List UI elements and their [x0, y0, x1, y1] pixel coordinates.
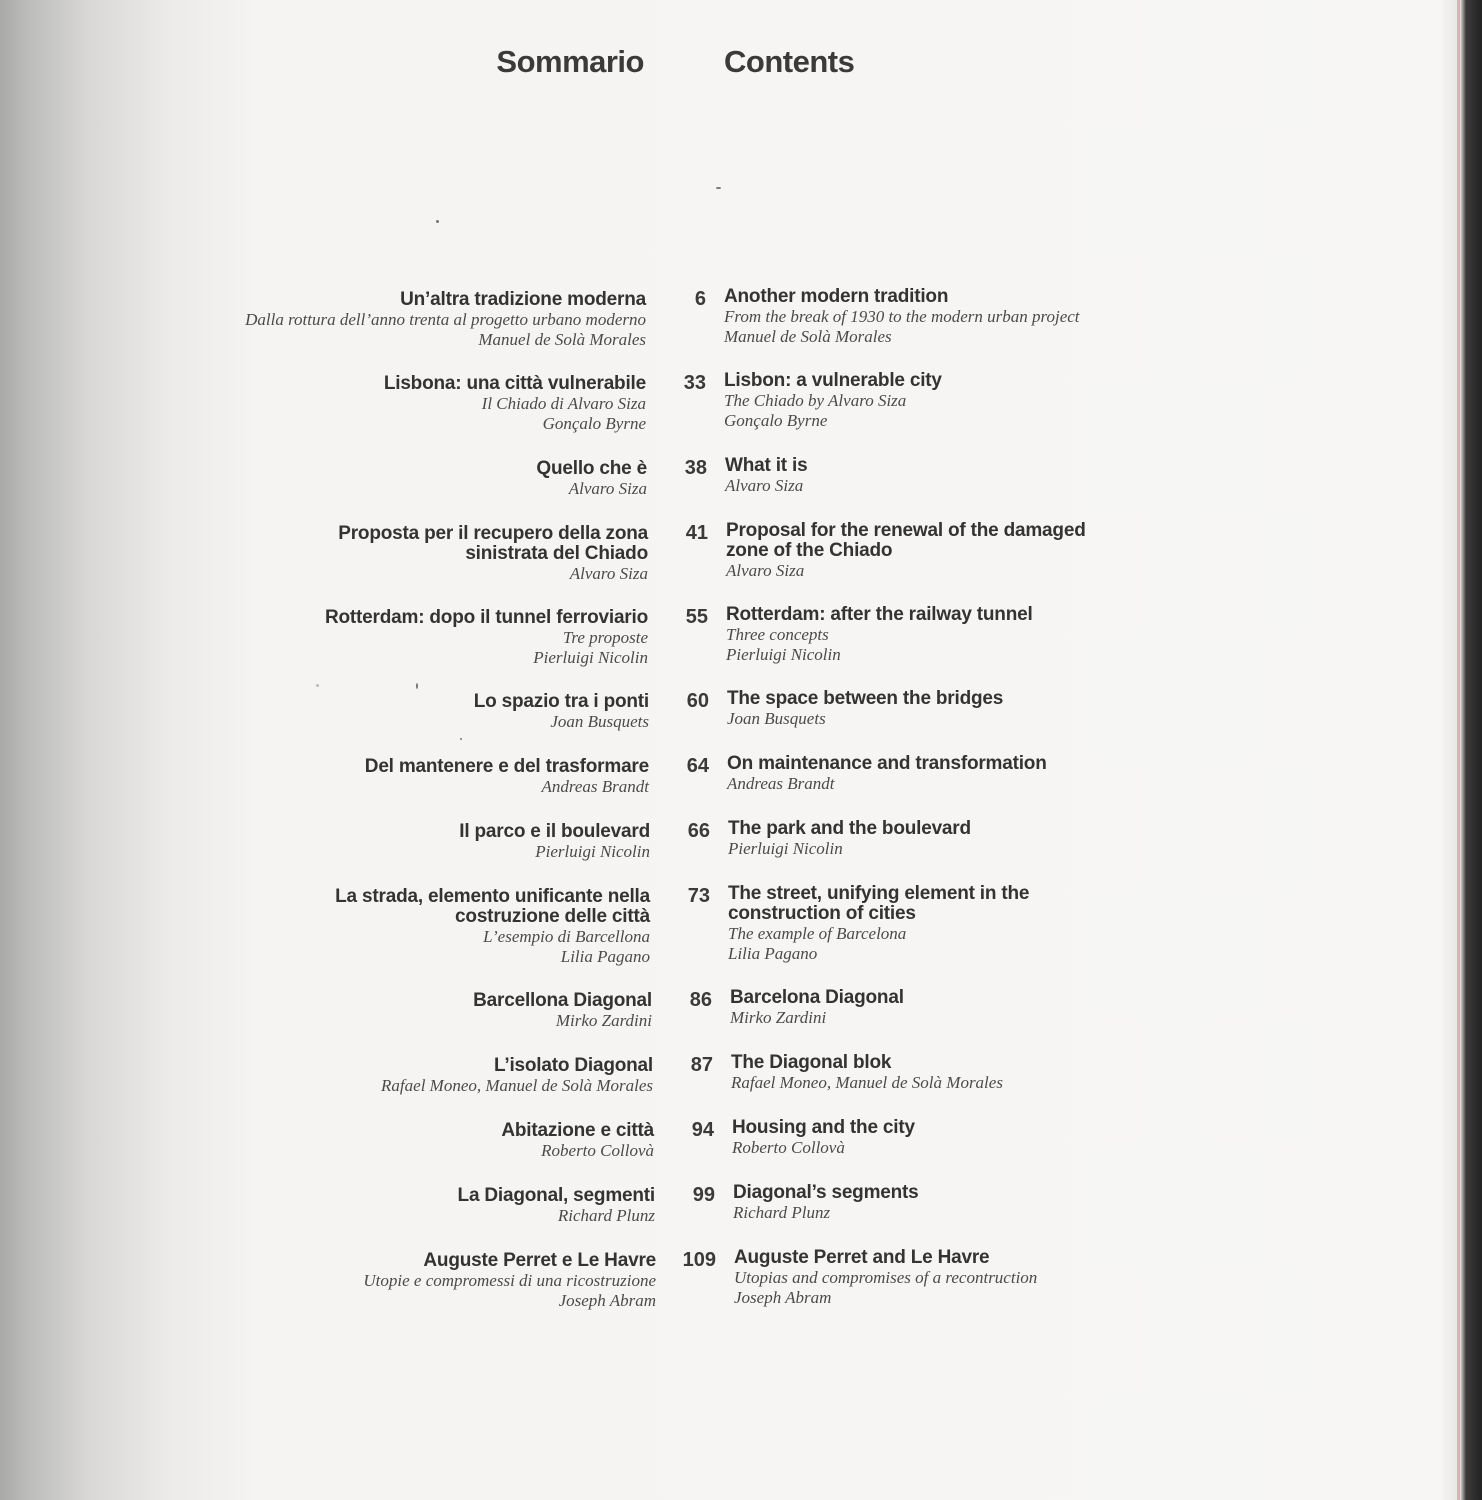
print-speck: [416, 683, 418, 689]
italian-subline: Lilia Pagano: [560, 947, 650, 966]
italian-entry: [93, 1056, 653, 1096]
italian-subline: Manuel de Solà Morales: [478, 330, 646, 349]
print-speck: [460, 738, 462, 740]
english-title: Another modern tradition: [724, 286, 949, 307]
italian-subline: Alvaro Siza: [569, 564, 648, 583]
english-entry: [727, 754, 1147, 794]
english-entry: [724, 287, 1144, 347]
italian-subline: Il Chiado di Alvaro Siza: [481, 394, 646, 413]
page-edge-tint: [1457, 0, 1460, 1500]
italian-subline: L’esempio di Barcellona: [483, 927, 650, 946]
english-entry: [725, 456, 1145, 496]
italian-subline: Gonçalo Byrne: [542, 414, 646, 433]
english-subline: Utopias and compromises of a recontruction: [734, 1268, 1038, 1287]
italian-subline: Tre proposte: [562, 628, 648, 647]
english-title: On maintenance and transformation: [727, 753, 1047, 774]
page-number: 38: [684, 457, 707, 479]
italian-title: Un’altra tradizione moderna: [400, 289, 646, 310]
italian-entry: [88, 524, 648, 584]
italian-title: Lisbona: una città vulnerabile: [383, 373, 646, 394]
italian-subline: Dalla rottura dell’anno trenta al progetto urbano moderno: [245, 310, 646, 329]
italian-title: sinistrata del Chiado: [465, 543, 648, 564]
english-title: The park and the boulevard: [728, 818, 971, 839]
english-title: Auguste Perret and Le Havre: [734, 1247, 990, 1268]
page-number: 66: [687, 820, 710, 842]
italian-entry: [92, 991, 652, 1031]
italian-title: costruzione delle città: [455, 906, 650, 927]
italian-entry: [89, 692, 649, 732]
english-subline: Joseph Abram: [734, 1288, 832, 1307]
english-entry: [726, 605, 1146, 665]
italian-heading: Sommario: [496, 44, 644, 79]
italian-subline: Roberto Collovà: [541, 1141, 654, 1160]
italian-title: Quello che è: [536, 458, 647, 479]
italian-title: Auguste Perret e Le Havre: [423, 1250, 656, 1271]
english-title: Proposal for the renewal of the damaged: [726, 520, 1086, 541]
italian-title: Rotterdam: dopo il tunnel ferroviario: [324, 607, 648, 628]
english-title: The space between the bridges: [727, 688, 1004, 709]
english-title: Rotterdam: after the railway tunnel: [726, 604, 1033, 625]
italian-entry: [88, 608, 648, 668]
page-number: 86: [689, 989, 712, 1011]
english-entry: [727, 689, 1147, 729]
italian-entry: [87, 459, 647, 499]
italian-subline: Andreas Brandt: [541, 777, 649, 796]
english-subline: From the break of 1930 to the modern urban project: [724, 307, 1080, 326]
italian-title: L’isolato Diagonal: [494, 1055, 653, 1076]
italian-entry: [96, 1251, 656, 1311]
page-number: 60: [686, 690, 709, 712]
italian-title: Del mantenere e del trasformare: [364, 756, 649, 777]
italian-entry: [90, 822, 650, 862]
italian-entry: [86, 290, 646, 350]
english-subline: Lilia Pagano: [728, 944, 818, 963]
page-number: 33: [683, 372, 706, 394]
english-title: Barcelona Diagonal: [730, 987, 904, 1008]
italian-entry: [89, 757, 649, 797]
print-speck: [316, 684, 319, 687]
italian-title: La Diagonal, segmenti: [457, 1185, 655, 1206]
english-subline: Three concepts: [726, 625, 829, 644]
italian-entry: [90, 887, 650, 967]
page-number: 99: [692, 1184, 715, 1206]
english-title: zone of the Chiado: [726, 540, 893, 561]
english-entry: [732, 1118, 1152, 1158]
italian-subline: Mirko Zardini: [555, 1011, 652, 1030]
italian-entry: [94, 1121, 654, 1161]
italian-subline: Rafael Moneo, Manuel de Solà Morales: [381, 1076, 653, 1095]
english-subline: Rafael Moneo, Manuel de Solà Morales: [731, 1073, 1003, 1092]
english-title: Lisbon: a vulnerable city: [724, 370, 942, 391]
english-subline: The example of Barcelona: [728, 924, 907, 943]
italian-title: Abitazione e città: [501, 1120, 654, 1141]
italian-title: Il parco e il boulevard: [459, 821, 650, 842]
page-edge-shadow: [1442, 0, 1482, 1500]
page-number: 109: [682, 1249, 716, 1271]
english-title: The street, unifying element in the: [728, 883, 1030, 904]
italian-subline: Joan Busquets: [550, 712, 649, 731]
english-subline: Roberto Collovà: [732, 1138, 845, 1157]
italian-subline: Joseph Abram: [558, 1291, 656, 1310]
english-subline: Gonçalo Byrne: [724, 411, 828, 430]
english-subline: Pierluigi Nicolin: [728, 839, 843, 858]
english-subline: Alvaro Siza: [725, 476, 804, 495]
english-title: Diagonal’s segments: [733, 1182, 919, 1203]
english-entry: [728, 884, 1148, 964]
english-subline: Richard Plunz: [733, 1203, 831, 1222]
italian-subline: Utopie e compromessi di una ricostruzione: [363, 1271, 656, 1290]
page-number: 87: [690, 1054, 713, 1076]
english-subline: Joan Busquets: [727, 709, 826, 728]
italian-title: La strada, elemento unificante nella: [335, 886, 650, 907]
english-entry: [728, 819, 1148, 859]
english-entry: [724, 371, 1144, 431]
italian-subline: Alvaro Siza: [568, 479, 647, 498]
italian-title: Barcellona Diagonal: [473, 990, 652, 1011]
italian-title: Proposta per il recupero della zona: [338, 523, 648, 544]
english-title: What it is: [725, 455, 808, 476]
page-number: 55: [685, 606, 708, 628]
english-heading: Contents: [724, 44, 855, 79]
italian-subline: Pierluigi Nicolin: [533, 648, 648, 667]
english-subline: Andreas Brandt: [727, 774, 835, 793]
italian-entry: [95, 1186, 655, 1226]
english-title: The Diagonal blok: [731, 1052, 892, 1073]
page-number: 41: [685, 522, 708, 544]
english-subline: Alvaro Siza: [726, 561, 805, 580]
italian-subline: Richard Plunz: [557, 1206, 655, 1225]
english-entry: [726, 521, 1146, 581]
english-title: Housing and the city: [732, 1117, 915, 1138]
english-entry: [731, 1053, 1151, 1093]
page-number: 6: [694, 288, 706, 310]
page-number: 73: [687, 885, 710, 907]
english-subline: Pierluigi Nicolin: [726, 645, 841, 664]
print-speck: [716, 187, 721, 189]
italian-title: Lo spazio tra i ponti: [473, 691, 649, 712]
english-entry: [730, 988, 1150, 1028]
english-subline: Manuel de Solà Morales: [724, 327, 892, 346]
print-speck: [436, 220, 439, 223]
english-subline: The Chiado by Alvaro Siza: [724, 391, 907, 410]
italian-subline: Pierluigi Nicolin: [535, 842, 650, 861]
italian-entry: [86, 374, 646, 434]
english-title: construction of cities: [728, 903, 916, 924]
english-entry: [734, 1248, 1154, 1308]
page-number: 94: [691, 1119, 714, 1141]
english-subline: Mirko Zardini: [730, 1008, 827, 1027]
page-number: 64: [686, 755, 709, 777]
english-entry: [733, 1183, 1153, 1223]
